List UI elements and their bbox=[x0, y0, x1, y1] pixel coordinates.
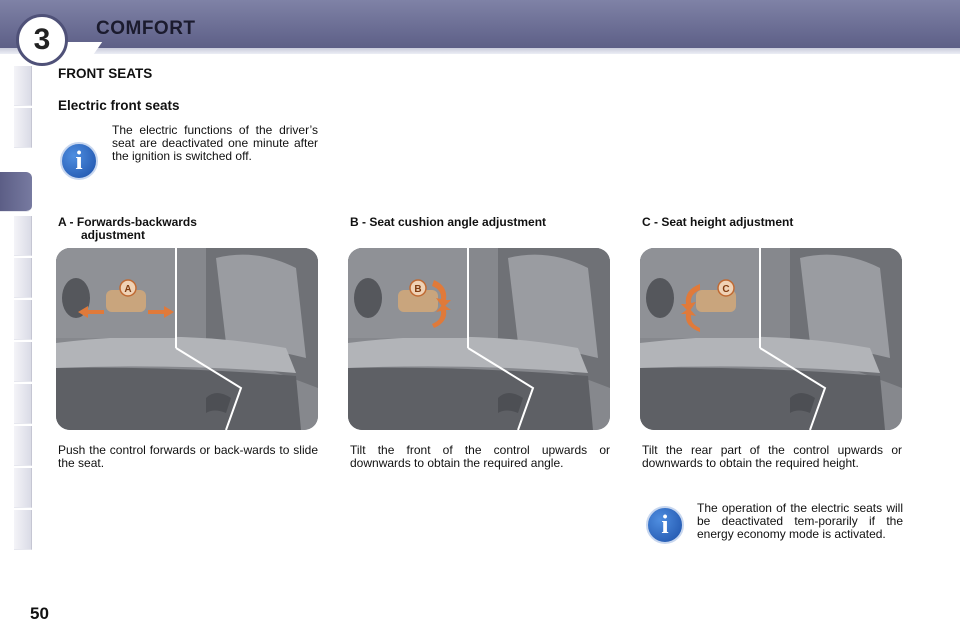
heading-cushion-angle: B - Seat cushion angle adjustment bbox=[350, 215, 547, 229]
side-tab[interactable] bbox=[14, 108, 32, 148]
heading-line: A - Forwards-backwards bbox=[58, 215, 197, 229]
side-tab[interactable] bbox=[14, 384, 32, 424]
energy-economy-note: The operation of the electric seats will be deactivated tem-porarily if the energy economy mode is activated. bbox=[697, 501, 903, 541]
control-label: B bbox=[414, 284, 422, 295]
chapter-number: 3 bbox=[33, 23, 51, 56]
side-tab[interactable] bbox=[14, 426, 32, 466]
chapter-title: COMFORT bbox=[96, 18, 196, 39]
instruction-forwards-backwards: Push the control forwards or back-wards to slide the seat. bbox=[58, 443, 318, 470]
instruction-seat-height: Tilt the rear part of the control upwards or downwards to obtain the required height. bbox=[642, 443, 902, 470]
seat-illustration-b bbox=[348, 248, 610, 430]
heading-seat-height: C - Seat height adjustment bbox=[642, 215, 794, 229]
instruction-cushion-angle: Tilt the front of the control upwards or downwards to obtain the required angle. bbox=[350, 443, 610, 470]
seat-illustration-c bbox=[640, 248, 902, 430]
side-tab-active[interactable] bbox=[0, 172, 32, 212]
page-number: 50 bbox=[30, 604, 49, 623]
side-tab[interactable] bbox=[14, 468, 32, 508]
control-label: A bbox=[124, 284, 132, 295]
chapter-side-tabs bbox=[0, 66, 34, 578]
section-title: FRONT SEATS bbox=[58, 66, 153, 81]
chapter-number-badge bbox=[16, 14, 68, 66]
ignition-note: The electric functions of the driver’s seat are deactivated one minute after the ignition is switched off. bbox=[112, 123, 318, 163]
heading-line: adjustment bbox=[81, 228, 146, 242]
side-tab[interactable] bbox=[14, 510, 32, 550]
control-label: C bbox=[722, 284, 730, 295]
side-tab[interactable] bbox=[14, 216, 32, 256]
subsection-title: Electric front seats bbox=[58, 98, 180, 113]
heading-forwards-backwards bbox=[58, 216, 288, 242]
info-icon: i bbox=[60, 142, 98, 180]
info-icon: i bbox=[646, 506, 684, 544]
header-underline bbox=[0, 48, 960, 54]
side-tab[interactable] bbox=[14, 258, 32, 298]
side-tab[interactable] bbox=[14, 300, 32, 340]
seat-illustration-a bbox=[56, 248, 318, 430]
side-tab[interactable] bbox=[14, 66, 32, 106]
side-tab[interactable] bbox=[14, 342, 32, 382]
